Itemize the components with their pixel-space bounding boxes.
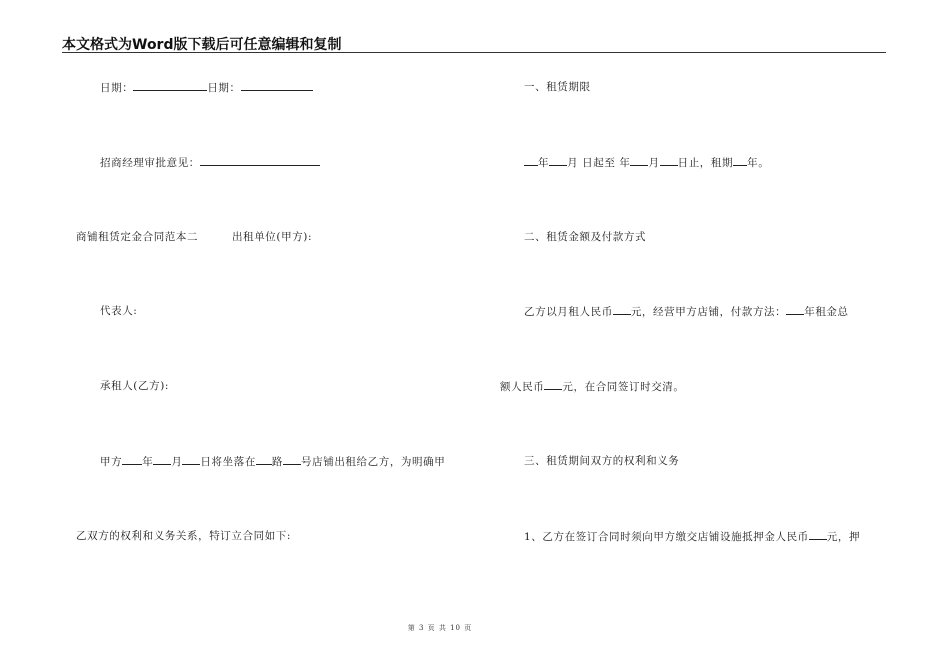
year-blank	[122, 454, 142, 465]
clause-text: 号店铺出租给乙方，为明确甲	[301, 456, 446, 468]
document-header-title: 本文格式为Word版下载后可任意编辑和复制	[62, 37, 342, 53]
term-text: 日止，租期	[677, 157, 734, 169]
deposit-text: 元，押	[826, 531, 861, 543]
term-text: 月	[648, 157, 660, 169]
section-title: 二、租赁金额及付款方式	[524, 231, 647, 243]
page-indicator: 第 3 页 共 10 页	[407, 624, 473, 632]
clause-text: 甲方	[100, 456, 123, 468]
clause-text: 乙双方的权利和义务关系，特订立合同如下:	[76, 530, 292, 542]
date-signature-line	[100, 80, 313, 95]
lessor-line	[232, 230, 312, 244]
representative-label: 代表人:	[100, 305, 138, 317]
rent-text: 元，经营甲方店铺，付款方法：	[630, 306, 787, 318]
clause-paragraph-line-2	[76, 529, 291, 543]
day-blank	[660, 155, 678, 166]
term-text: 年	[538, 157, 550, 169]
date-blank	[133, 80, 207, 91]
section-1-heading	[524, 80, 591, 94]
rent-text: 额人民币	[500, 381, 545, 393]
rent-text: 乙方以月租人民币	[524, 306, 613, 318]
rent-text: 元，在合同签订时交清。	[562, 381, 685, 393]
month-blank	[153, 454, 171, 465]
lessor-label: 出租单位(甲方):	[232, 231, 313, 243]
deposit-amount-blank	[809, 529, 827, 540]
day-blank	[182, 454, 200, 465]
clause-text: 年	[142, 456, 154, 468]
deposit-text: 1、乙方在签订合同时须向甲方缴交店铺设施抵押金人民币	[524, 531, 809, 543]
representative-line	[100, 304, 137, 318]
lessee-label: 承租人(乙方):	[100, 380, 170, 392]
date-blank	[241, 80, 313, 91]
section-title: 一、租赁期限	[524, 81, 591, 93]
manager-opinion-line	[100, 155, 320, 170]
section-title: 三、租赁期间双方的权利和义务	[524, 455, 680, 467]
clause-text: 路	[271, 456, 284, 468]
rent-payment-line-2	[500, 379, 685, 394]
deposit-clause-line	[524, 529, 860, 544]
number-blank	[283, 454, 301, 465]
lease-term-line	[524, 155, 769, 170]
month-blank	[549, 155, 567, 166]
contract-heading-line	[76, 230, 198, 244]
rent-text: 年租金总	[804, 306, 849, 318]
month-blank	[630, 155, 648, 166]
term-blank	[733, 155, 747, 166]
manager-opinion-label: 招商经理审批意见：	[100, 157, 200, 169]
header-divider	[62, 52, 886, 53]
term-text: 年。	[747, 157, 770, 169]
section-2-heading	[524, 230, 646, 244]
year-blank	[524, 155, 538, 166]
clause-text: 日将坐落在	[200, 456, 256, 468]
rent-payment-line-1	[524, 304, 849, 319]
total-rent-blank	[544, 379, 562, 390]
contract-title: 商铺租赁定金合同范本二	[76, 231, 199, 243]
date-label: 日期：	[100, 82, 134, 94]
section-3-heading	[524, 454, 679, 468]
lessee-line	[100, 379, 169, 393]
road-blank	[256, 454, 272, 465]
rent-amount-blank	[613, 304, 631, 315]
term-text: 月 日起至 年	[567, 157, 631, 169]
clause-paragraph-line-1	[100, 454, 445, 469]
payment-method-blank	[786, 304, 804, 315]
clause-text: 月	[171, 456, 183, 468]
date-label: 日期：	[207, 82, 241, 94]
manager-opinion-blank	[200, 155, 320, 166]
